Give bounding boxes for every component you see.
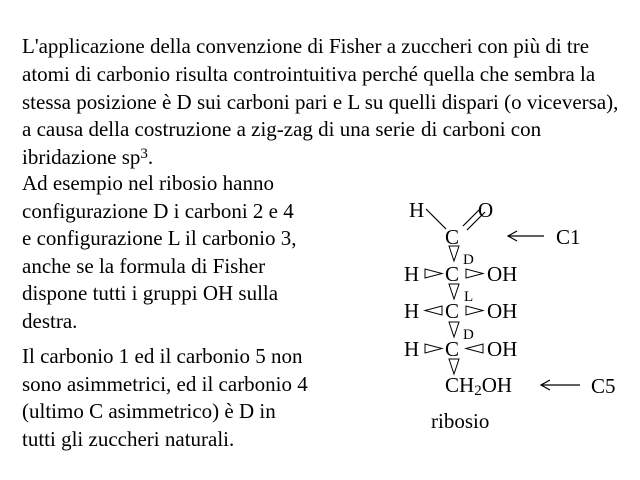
wedge-row3-right [466,306,483,315]
sp3-superscript: 3 [140,146,148,163]
wedge-row2-left [425,269,442,278]
explanation-line: Il carbonio 1 ed il carbonio 5 non [22,344,303,368]
bond-h-c1 [426,209,446,229]
explanation-line: (ultimo C asimmetrico) è D in [22,399,276,423]
explanation-line: tutti gli zuccheri naturali. [22,426,235,451]
wedge-row3-left [425,306,442,315]
atom-h-row3: H [404,299,420,323]
explanation-line: destra. [22,308,78,333]
wedge-row4-right [466,344,483,353]
intro-text: L'applicazione della convenzione di Fisher a zuccheri con più di tre atomi di carbonio risulta controintuitiva perché quella che sembra la stessa posizione è D sui carboni pari e L su quelli dispari (o viceversa), a causa della costruzione a zig-zag di una serie [22,34,619,142]
explanation-line: anche se la formula di Fisher [22,253,266,278]
wedge-c4-c5 [449,359,459,374]
config-label-c4: D [463,327,474,343]
atom-o-top: O [478,198,494,222]
explanation-line: sono asimmetrici, ed il carbonio 4 [22,371,308,396]
explanation-line: configurazione D i carboni 2 e 4 [22,198,294,223]
atom-ch: CH [445,373,475,397]
explanation-line: Ad esempio nel ribosio hanno [22,171,274,195]
explanation-line: e configurazione L il carbonio 3, [22,226,297,250]
wedge-c2-c3 [449,284,459,299]
label-c1: C1 [556,225,581,249]
atom-oh: OH [481,373,513,397]
group-oh-row2: OH [487,262,518,286]
molecule-name: ribosio [431,409,490,433]
intro-text-middle: di carboni con ibridazione sp [22,117,542,170]
explanation-line: dispone tutti i gruppi OH sulla [22,281,279,305]
atom-c4: C [445,337,460,361]
wedge-c3-c4 [449,322,459,337]
wedge-row4-left [425,344,442,353]
config-label-c2: D [463,252,474,268]
atom-c1: C [445,225,460,249]
atom-c2: C [445,262,460,286]
label-c5: C5 [591,374,616,398]
atom-c3: C [445,299,460,323]
group-oh-row3: OH [487,299,518,323]
wedge-row2-right [466,269,483,278]
intro-text-end: . [147,145,154,170]
config-label-c3: L [464,289,474,305]
group-ch2oh [445,373,513,399]
atom-h-row2: H [404,262,420,286]
atom-h-top: H [409,198,425,222]
group-oh-row4: OH [487,337,518,361]
subscript-2: 2 [474,383,482,399]
atom-h-row4: H [404,337,420,361]
